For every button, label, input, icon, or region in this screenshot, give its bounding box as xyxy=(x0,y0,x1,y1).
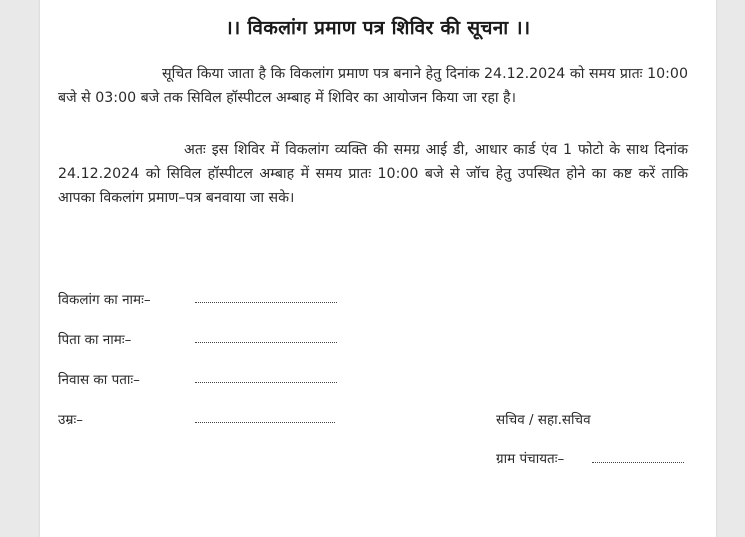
father-field-label: पिता का नामः– xyxy=(58,332,132,348)
secretary-signature-label: सचिव / सहा.सचिव xyxy=(496,412,591,428)
notice-paragraph-2: अतः इस शिविर में विकलांग व्यक्ति की समग्र आई डी, आधार कार्ड एंव 1 फोटो के साथ दिनांक 24.12.2024 को सिविल हॉस्पीटल अम्बाह में समय प्रातः 10:00 बजे से जॉच हेतु उपस्थित होने का कष्ट करें ताकि आपका विकलांग प्रमाण–पत्र बनवाया जा सके। xyxy=(58,142,688,206)
name-field-blank[interactable] xyxy=(195,302,337,303)
father-field-blank[interactable] xyxy=(195,342,337,343)
panchayat-blank[interactable] xyxy=(592,462,684,463)
address-field-label: निवास का पताः– xyxy=(58,372,140,388)
address-field-blank[interactable] xyxy=(195,382,337,383)
document-page xyxy=(40,0,716,537)
notice-paragraph-1: सूचित किया जाता है कि विकलांग प्रमाण पत्र बनाने हेतु दिनांक 24.12.2024 को समय प्रातः 10:00 बजे से 03:00 बजे तक सिविल हॉस्पीटल अम्बाह में शिविर का आयोजन किया जा रहा है। xyxy=(58,66,688,106)
age-field-label: उम्रः– xyxy=(58,412,83,428)
name-field-label: विकलांग का नामः– xyxy=(58,292,151,308)
age-field-blank[interactable] xyxy=(195,422,335,423)
panchayat-label: ग्राम पंचायतः– xyxy=(496,451,565,467)
notice-title: ।। विकलांग प्रमाण पत्र शिविर की सूचना ।। xyxy=(225,17,531,39)
